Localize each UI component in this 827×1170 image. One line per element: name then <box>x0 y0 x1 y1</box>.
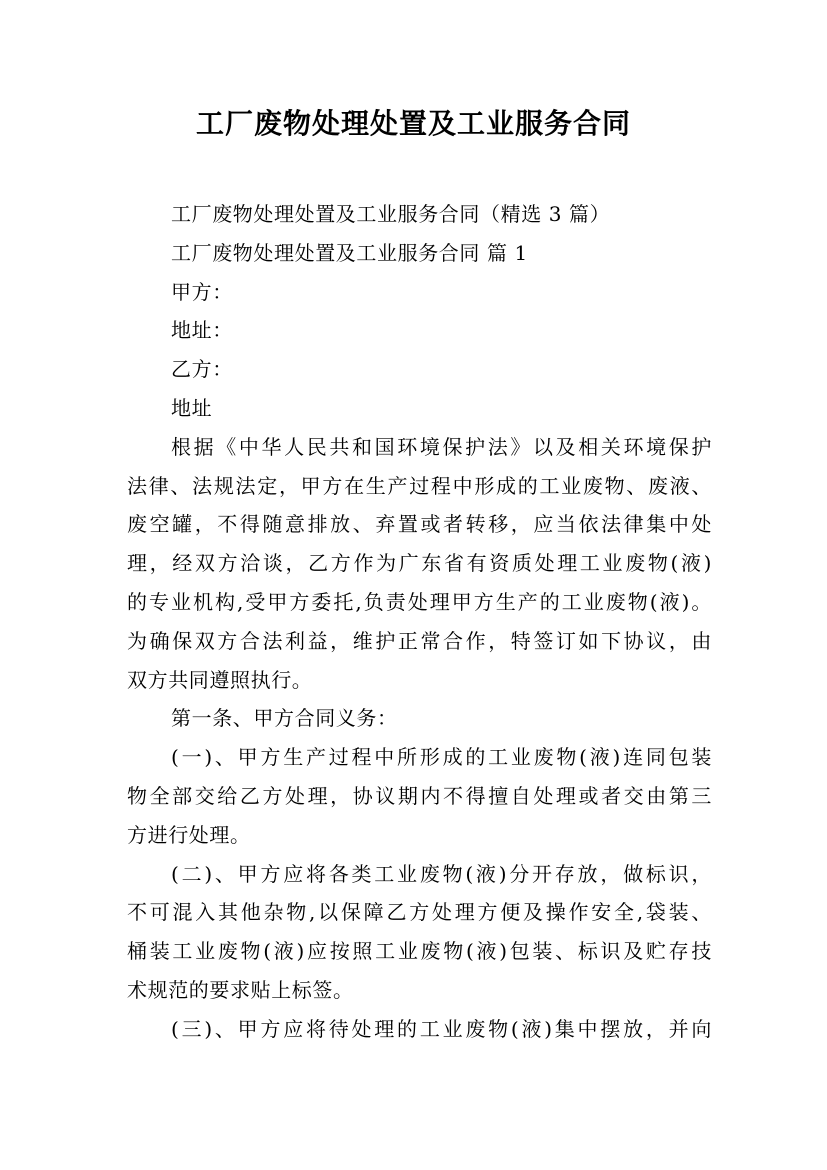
paragraph-line: 法律、法规法定，甲方在生产过程中形成的工业废物、废液、 <box>127 473 712 498</box>
paragraph-line: 废空罐，不得随意排放、弃置或者转移，应当依法律集中处 <box>127 512 712 537</box>
paragraph-line: 理，经双方洽谈，乙方作为广东省有资质处理工业废物(液) <box>127 551 712 576</box>
document-body <box>127 195 712 1049</box>
party-a-label: 甲方： <box>171 279 233 304</box>
paragraph-line: 术规范的要求贴上标签。 <box>127 977 354 1002</box>
section-heading: 工厂废物处理处置及工业服务合同 篇 1 <box>171 240 528 265</box>
article-heading: 第一条、甲方合同义务： <box>171 706 398 731</box>
paragraph-line: 的专业机构,受甲方委托,负责处理甲方生产的工业废物(液)。 <box>127 589 712 614</box>
paragraph-line: 方进行处理。 <box>127 822 251 847</box>
paragraph-line: 双方共同遵照执行。 <box>127 667 313 692</box>
paragraph-line: 物全部交给乙方处理，协议期内不得擅自处理或者交由第三 <box>127 783 712 808</box>
paragraph-line: (二)、甲方应将各类工业废物(液)分开存放，做标识， <box>171 861 712 886</box>
paragraph-line: 桶装工业废物(液)应按照工业废物(液)包装、标识及贮存技 <box>127 939 712 964</box>
paragraph-line: (一)、甲方生产过程中所形成的工业废物(液)连同包装 <box>171 745 712 770</box>
document-title: 工厂废物处理处置及工业服务合同 <box>195 107 631 140</box>
paragraph-line: 根据《中华人民共和国环境保护法》以及相关环境保护 <box>171 434 712 459</box>
address-label: 地址 <box>171 395 213 420</box>
paragraph-line: 不可混入其他杂物,以保障乙方处理方便及操作安全,袋装、 <box>127 900 712 925</box>
paragraph-line: 为确保双方合法利益，维护正常合作，特签订如下协议，由 <box>127 628 712 653</box>
party-b-label: 乙方： <box>171 357 233 382</box>
paragraph-line: (三)、甲方应将待处理的工业废物(液)集中摆放，并向 <box>171 1016 712 1041</box>
subtitle-line: 工厂废物处理处置及工业服务合同（精选 3 篇） <box>171 202 611 226</box>
address-label: 地址： <box>171 318 233 343</box>
